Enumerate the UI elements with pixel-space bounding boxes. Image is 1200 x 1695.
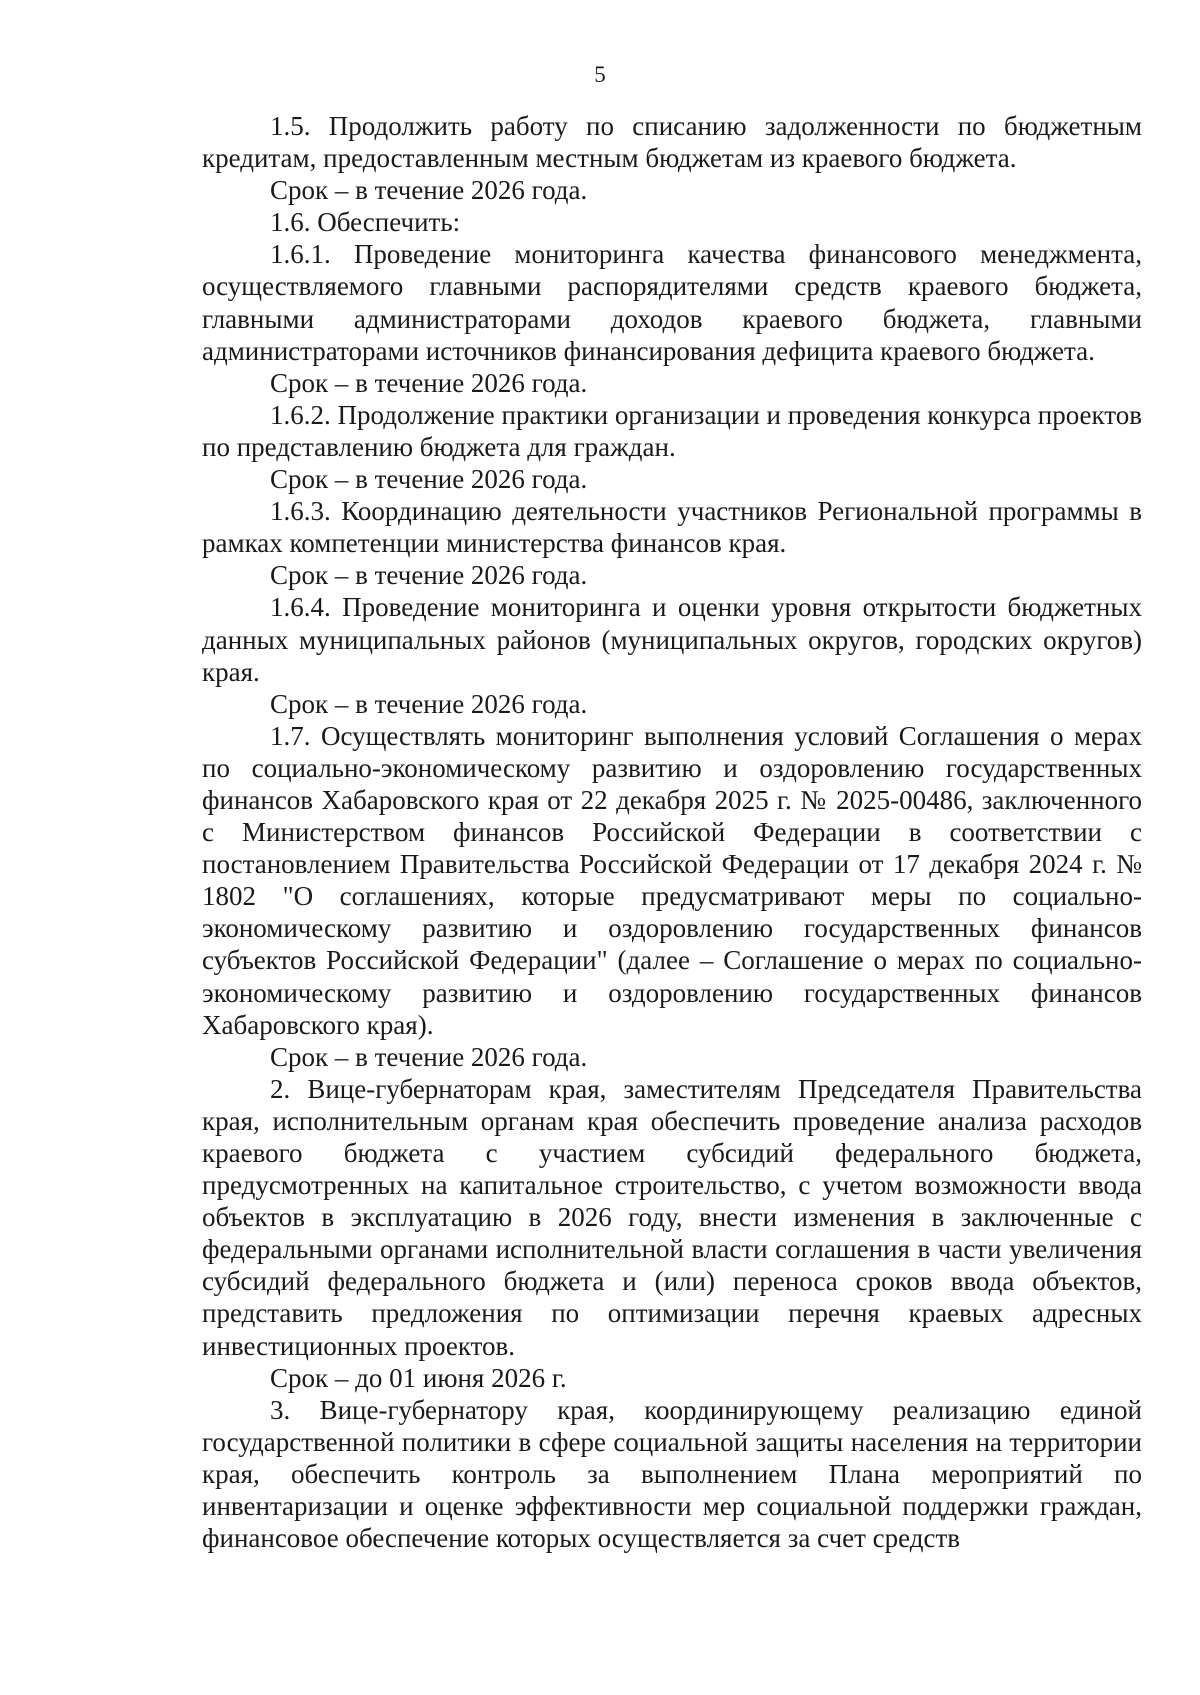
deadline-1-6-1: Срок – в течение 2026 года. (270, 367, 588, 398)
page-number: 5 (594, 62, 606, 87)
paragraph-3: 3. Вице-губернатору края, координирующему реализацию единой государственной политики в сфере социальной защиты населения на территории края, обеспечить контроль за выполнением Плана мероприятий по инвентаризации и оценке эффективности мер социальной поддержки граждан, финансовое обеспечение которых осуществляется за счет средств (202, 1394, 1142, 1554)
paragraph-1-6-4: 1.6.4. Проведение мониторинга и оценки уровня открытости бюджетных данных муниципальных районов (муниципальных округов, городских округов) края. (202, 592, 1142, 687)
deadline-1-7: Срок – в течение 2026 года. (270, 1041, 588, 1072)
paragraph-1-6-2: 1.6.2. Продолжение практики организации и проведения конкурса проектов по представлению бюджета для граждан. (202, 399, 1142, 462)
paragraph-1-5: 1.5. Продолжить работу по списанию задолженности по бюджетным кредитам, предоставленным местным бюджетам из краевого бюджета. (202, 111, 1142, 174)
paragraph-1-6-3: 1.6.3. Координацию деятельности участников Региональной программы в рамках компетенции министерства финансов края. (202, 496, 1142, 559)
paragraph-2: 2. Вице-губернаторам края, заместителям Председателя Правительства края, исполнительным органам края обеспечить проведение анализа расходов краевого бюджета с участием субсидий федерального бюджета, предусмотренных на капитальное строительство, с учетом возможности ввода объектов в эксплуатацию в 2026 году, внести изменения в заключенные с федеральными органами исполнительной власти соглашения в части увеличения субсидий федерального бюджета и (или) переноса сроков ввода объектов, представить предложения по оптимизации перечня краевых адресных инвестиционных проектов. (202, 1073, 1142, 1361)
deadline-2: Срок – до 01 июня 2026 г. (270, 1362, 567, 1393)
deadline-1-6-3: Срок – в течение 2026 года. (270, 560, 588, 591)
document-body (202, 110, 1142, 1554)
paragraph-1-6: 1.6. Обеспечить: (270, 207, 461, 238)
paragraph-1-7: 1.7. Осуществлять мониторинг выполнения условий Соглашения о мерах по социально-экономическому развитию и оздоровлению государственных финансов Хабаровского края от 22 декабря 2025 г. № 2025-00486, заключенного с Министерством финансов Российской Федерации в соответствии с постановлением Правительства Российской Федерации от 17 декабря 2024 г. № 1802 "О соглашениях, которые предусматривают меры по социально-экономическому развитию и оздоровлению государственных финансов субъектов Российской Федерации" (далее – Соглашение о мерах по социально-экономическому развитию и оздоровлению государственных финансов Хабаровского края). (202, 720, 1142, 1040)
paragraph-1-6-1: 1.6.1. Проведение мониторинга качества финансового менеджмента, осуществляемого главными распорядителями средств краевого бюджета, главными администраторами доходов краевого бюджета, главными администраторами источников финансирования дефицита краевого бюджета. (202, 239, 1142, 366)
deadline-1-5: Срок – в течение 2026 года. (270, 175, 588, 206)
deadline-1-6-4: Срок – в течение 2026 года. (270, 688, 588, 719)
deadline-1-6-2: Срок – в течение 2026 года. (270, 464, 588, 495)
